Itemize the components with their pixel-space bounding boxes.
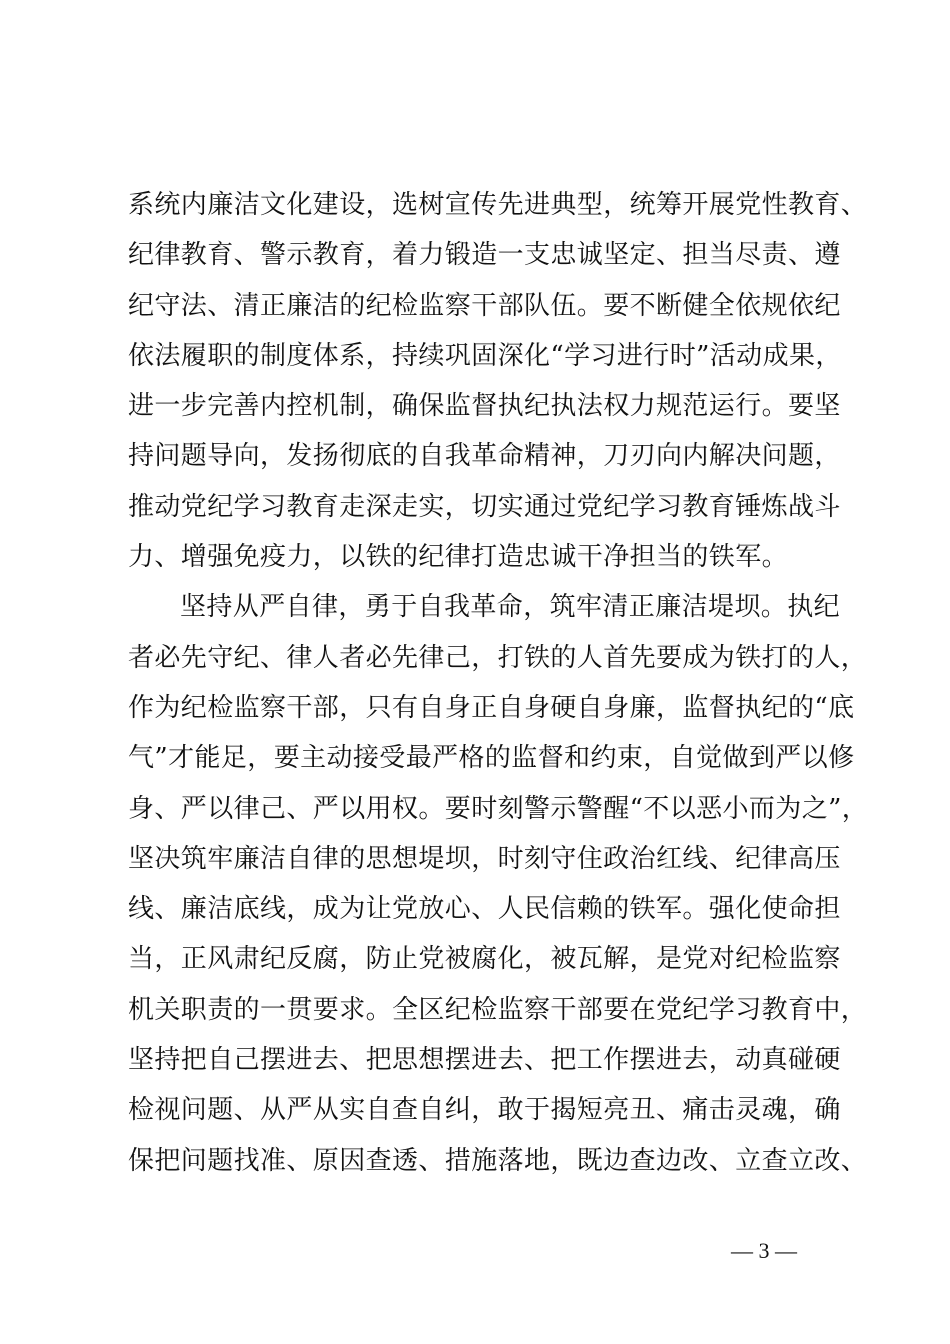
text-line: 机关职责的一贯要求。全区纪检监察干部要在党纪学习教育中， (128, 994, 868, 1025)
text-line: 纪守法、清正廉洁的纪检监察干部队伍。要不断健全依规依纪 (128, 290, 841, 321)
page-number: — 3 — (731, 1238, 797, 1263)
text-line: 依法履职的制度体系，持续巩固深化“学习进行时”活动成果， (128, 340, 842, 371)
text-line: 者必先守纪、律人者必先律己，打铁的人首先要成为铁打的人， (128, 642, 868, 673)
text-line: 线、廉洁底线，成为让党放心、人民信赖的铁军。强化使命担 (128, 894, 841, 925)
text-line: 作为纪检监察干部，只有自身正自身硬自身廉，监督执纪的“底 (128, 692, 855, 723)
text-line: 坚持把自己摆进去、把思想摆进去、把工作摆进去，动真碰硬 (128, 1045, 841, 1076)
paragraph-first-line: 坚持从严自律，勇于自我革命，筑牢清正廉洁堤坝。执纪 (180, 592, 841, 623)
text-line: 检视问题、从严从实自查自纠，敢于揭短亮丑、痛击灵魂，确 (128, 1095, 841, 1126)
text-line: 力、增强免疫力，以铁的纪律打造忠诚干净担当的铁军。 (128, 542, 789, 573)
text-line: 系统内廉洁文化建设，选树宣传先进典型，统筹开展党性教育、 (128, 190, 868, 220)
text-line: 持问题导向，发扬彻底的自我革命精神，刀刃向内解决问题， (128, 441, 841, 472)
text-line: 保把问题找准、原因查透、措施落地，既边查边改、立查立改、 (128, 1145, 868, 1176)
text-line: 纪律教育、警示教育，着力锻造一支忠诚坚定、担当尽责、遵 (128, 240, 841, 271)
text-line: 推动党纪学习教育走深走实，切实通过党纪学习教育锤炼战斗 (128, 491, 841, 522)
text-line: 进一步完善内控机制，确保监督执纪执法权力规范运行。要坚 (128, 391, 841, 422)
text-line: 气”才能足，要主动接受最严格的监督和约束，自觉做到严以修 (128, 743, 855, 774)
text-line: 坚决筑牢廉洁自律的思想堤坝，时刻守住政治红线、纪律高压 (128, 843, 841, 874)
text-line: 身、严以律己、严以用权。要时刻警示警醒“不以恶小而为之”， (128, 793, 869, 824)
body-text (128, 180, 868, 1186)
text-line: 当，正风肃纪反腐，防止党被腐化，被瓦解，是党对纪检监察 (128, 944, 841, 975)
